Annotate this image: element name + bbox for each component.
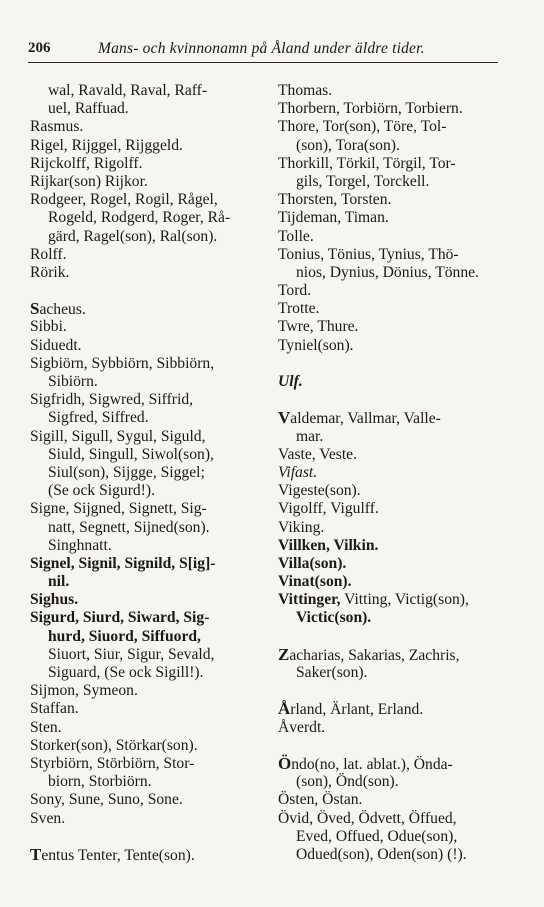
section-initial: Z <box>278 644 290 664</box>
name-entry-line: Saker(son). <box>296 664 368 681</box>
name-entry-line: Rolff. <box>30 245 67 263</box>
section-gap <box>30 282 270 300</box>
entry-text: acharias, Sakarias, Zachris, <box>289 646 460 664</box>
name-entry-line: Sigfred, Siffred. <box>48 409 149 427</box>
section-gap <box>278 682 510 700</box>
name-entry-line: Thorbern, Torbiörn, Torbiern. <box>278 100 463 118</box>
name-entry-line: Siuld, Singull, Siwol(son), <box>48 445 214 463</box>
name-entry-line: Sigfridh, Sigwred, Siffrid, <box>30 391 194 409</box>
name-entry-line: Tolle. <box>278 227 314 245</box>
section-initial: Ö <box>278 753 292 773</box>
name-entry-line: Åverdt. <box>278 718 326 736</box>
name-entry-line <box>278 700 510 718</box>
name-entry-line <box>30 300 270 318</box>
name-entry-line: Tord. <box>278 282 312 300</box>
name-entry-line: Ulf. <box>278 373 303 390</box>
name-entry-line: Övid, Öved, Ödvett, Öffued, <box>278 809 457 827</box>
name-entry-line: Staffan. <box>30 700 79 718</box>
name-entry-line: nil. <box>48 573 70 591</box>
section-gap <box>278 391 510 409</box>
name-entry-line: (Se ock Sigurd!). <box>48 482 155 500</box>
section-initial: T <box>30 844 42 864</box>
name-entry-line: Sten. <box>30 718 62 736</box>
entry-bold-prefix: Vittinger, <box>278 591 341 609</box>
name-entry-line: Sibiörn. <box>48 373 98 390</box>
name-entry-line: Rigel, Rijggel, Rijggeld. <box>30 136 183 154</box>
name-entry-line: Sigbiörn, Sybbiörn, Sibbiörn, <box>30 354 215 372</box>
name-entry-line: natt, Segnett, Sijned(son). <box>48 518 210 536</box>
name-entry-line: Sijmon, Symeon. <box>30 682 138 700</box>
name-entry-line: Villa(son). <box>278 554 347 572</box>
name-entry-line: Singhnatt. <box>48 536 112 554</box>
running-title: Mans- och kvinnonamn på Åland under äldre tider. <box>98 40 425 57</box>
name-entry-line: (son), Tora(son). <box>296 136 400 154</box>
name-entry-line: Sony, Sune, Suno, Sone. <box>30 791 183 809</box>
name-entry-line: Rijkar(son) Rijkor. <box>30 172 148 190</box>
name-entry-line <box>30 846 270 864</box>
name-entry-line: gils, Torgel, Torckell. <box>296 172 430 190</box>
name-entry-line: Signel, Signil, Signild, S[ig]- <box>30 554 216 572</box>
name-entry-line: Vifast. <box>278 463 318 481</box>
name-entry-line: Storker(son), Störkar(son). <box>30 736 198 754</box>
name-entry-line: Sigill, Sigull, Sygul, Siguld, <box>30 427 206 445</box>
name-entry-line: Rasmus. <box>30 118 84 136</box>
name-entry-line: Tonius, Tönius, Tynius, Thö- <box>278 245 459 263</box>
name-entry-line: Rörik. <box>30 263 70 281</box>
entry-text: aldemar, Vallmar, Valle- <box>290 410 441 428</box>
name-entry-line: Östen, Östan. <box>278 791 363 809</box>
entry-text: acheus. <box>39 301 86 319</box>
entry-text: Vitting, Victig(son), <box>340 591 469 609</box>
name-entry-line: Rijckolff, Rigolff. <box>30 154 143 172</box>
section-initial: Å <box>278 699 291 719</box>
name-entry-line: Siuort, Siur, Sigur, Sevald, <box>48 645 215 663</box>
name-entry-line: gärd, Ragel(son), Ral(son). <box>48 227 218 245</box>
name-entry-line: Villken, Vilkin. <box>278 536 379 554</box>
name-entry-line: Vigeste(son). <box>278 482 361 500</box>
entry-text: ndo(no, lat. ablat.), Önda- <box>291 755 453 773</box>
name-entry-line: wal, Ravald, Raval, Raff- <box>48 82 208 99</box>
name-entry-line: Signe, Sijgned, Signett, Sig- <box>30 500 207 518</box>
name-entry-line: Twre, Thure. <box>278 318 359 336</box>
name-entry-line: (son), Önd(son). <box>296 773 399 791</box>
section-gap <box>278 737 510 755</box>
name-entry-line: Odued(son), Oden(son) (!). <box>296 845 467 863</box>
name-entry-line: Tyniel(son). <box>278 336 354 354</box>
name-entry-line: Trotte. <box>278 300 320 318</box>
name-entry-line: Vigolff, Vigulff. <box>278 500 379 518</box>
name-entry-line: Vaste, Veste. <box>278 445 357 463</box>
name-entry-line: mar. <box>296 427 324 445</box>
page-header <box>28 40 498 63</box>
section-gap <box>30 828 270 846</box>
section-gap <box>278 628 510 646</box>
name-entry-line: Eved, Offued, Odue(son), <box>296 827 458 845</box>
name-entry-line <box>278 591 510 609</box>
entry-text: rland, Ärlant, Erland. <box>290 701 424 719</box>
right-column <box>278 82 510 864</box>
page-number: 206 <box>28 40 51 56</box>
name-entry-line: Thorsten, Torsten. <box>278 191 392 209</box>
name-entry-line: Thomas. <box>278 82 333 99</box>
name-entry-line: hurd, Siuord, Siffuord, <box>48 627 201 645</box>
name-entry-line: Sibbi. <box>30 318 67 336</box>
name-entry-line: Thore, Tor(son), Töre, Tol- <box>278 118 447 136</box>
name-entry-line: Siul(son), Sijgge, Siggel; <box>48 463 205 481</box>
name-entry-line: Rogeld, Rodgerd, Roger, Rå- <box>48 209 231 227</box>
name-entry-line: Victic(son). <box>296 609 372 627</box>
name-entry-line <box>278 755 510 773</box>
name-entry-line: Sigurd, Siurd, Siward, Sig- <box>30 609 210 627</box>
name-entry-line <box>278 646 510 664</box>
section-initial: S <box>30 299 40 319</box>
name-entry-line: Siduedt. <box>30 336 82 354</box>
name-entry-line <box>278 409 510 427</box>
name-entry-line: Vinat(son). <box>278 573 352 591</box>
name-entry-line: nios, Dynius, Dönius, Tönne. <box>296 263 479 281</box>
name-entry-line: Sighus. <box>30 591 79 609</box>
name-entry-line: Tijdeman, Timan. <box>278 209 389 227</box>
section-gap <box>278 355 510 373</box>
name-entry-line: uel, Raffuad. <box>48 100 129 118</box>
name-entry-line: Viking. <box>278 518 325 536</box>
name-entry-line: Sven. <box>30 809 66 827</box>
left-column <box>30 82 270 864</box>
name-entry-line: Rodgeer, Rogel, Rogil, Rågel, <box>30 191 218 209</box>
name-entry-line: Siguard, (Se ock Sigill!). <box>48 664 204 681</box>
name-entry-line: Thorkill, Törkil, Törgil, Tor- <box>278 154 456 172</box>
section-initial: V <box>278 408 291 428</box>
name-entry-line: Styrbiörn, Störbiörn, Stor- <box>30 754 195 772</box>
name-entry-line: biorn, Storbiörn. <box>48 773 152 791</box>
entry-text: entus Tenter, Tente(son). <box>41 846 195 864</box>
